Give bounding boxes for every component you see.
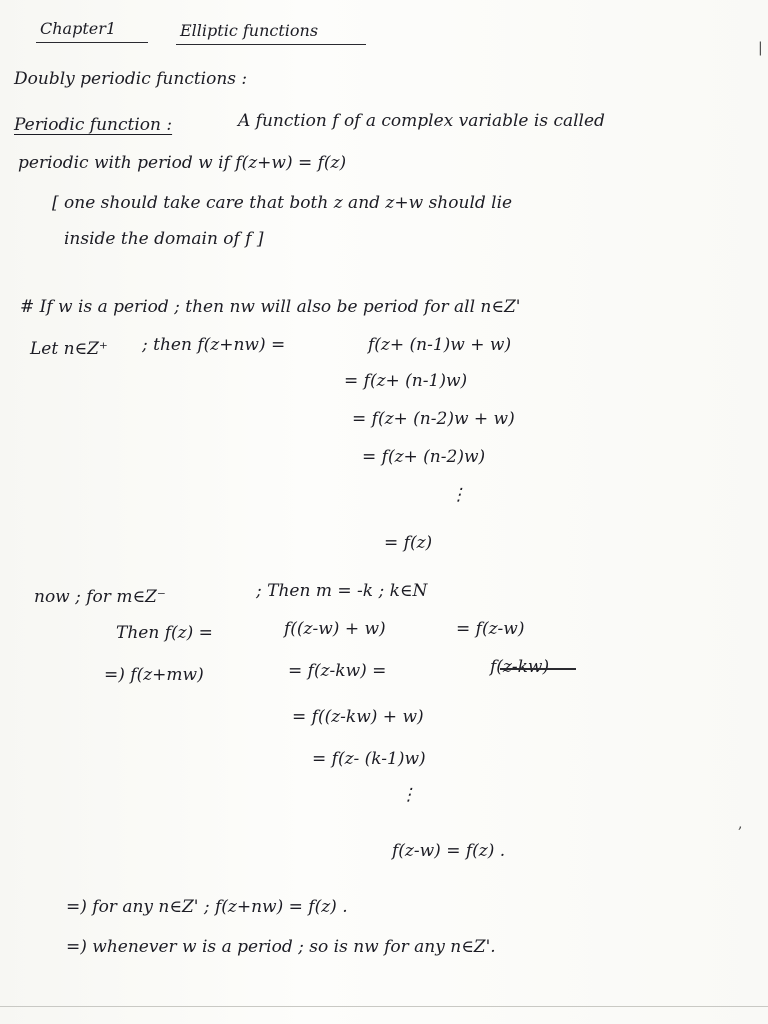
page-bottom-edge: [0, 1006, 768, 1007]
proof-negative-then-rhs: = f(z-w): [456, 619, 525, 639]
proof-negative-implies-lhs: =) f(z+mw): [104, 665, 204, 685]
proof-negative-intro: now ; for m∈Z⁻: [34, 587, 166, 607]
chapter-underline: [36, 42, 148, 43]
margin-tick: ,: [738, 816, 743, 832]
definition-note-1: [ one should take care that both z and z+w should lie: [52, 193, 513, 213]
definition-label: Periodic function :: [14, 115, 173, 135]
proof-negative-then-lhs: Then f(z) =: [116, 623, 213, 643]
definition-line-1: A function f of a complex variable is called: [238, 111, 605, 131]
proof-negative-vdots: ⋮: [400, 785, 417, 805]
conclusion-line-2: =) whenever w is a period ; so is nw for any n∈Z'.: [66, 937, 496, 957]
proof-positive-step-4: = f(z+ (n-2)w): [362, 447, 486, 467]
chapter-label: Chapter1: [40, 19, 117, 38]
proof-positive-result: = f(z): [384, 533, 433, 553]
definition-line-2: periodic with period w if f(z+w) = f(z): [18, 153, 347, 173]
proof-negative-implies-rhs: f(z-kw): [490, 657, 550, 677]
topic-underline: [176, 44, 366, 45]
proof-negative-implies-mid: = f(z-kw) =: [288, 661, 387, 681]
proof-positive-step-2: = f(z+ (n-1)w): [344, 371, 468, 391]
claim-statement: # If w is a period ; then nw will also be period for all n∈Z': [20, 297, 521, 317]
section-heading: Doubly periodic functions :: [14, 69, 248, 89]
topic-title: Elliptic functions: [180, 21, 319, 40]
proof-negative-step-2: = f(z- (k-1)w): [312, 749, 426, 769]
proof-positive-vdots: ⋮: [450, 485, 467, 505]
proof-positive-step-1: f(z+ (n-1)w + w): [368, 335, 512, 355]
definition-note-2: inside the domain of f ]: [64, 229, 264, 249]
proof-negative-then-mid: f((z-w) + w): [284, 619, 386, 639]
strikethrough-mark: [500, 668, 576, 670]
conclusion-line-1: =) for any n∈Z' ; f(z+nw) = f(z) .: [66, 897, 348, 917]
proof-positive-then: ; then f(z+nw) =: [142, 335, 286, 355]
proof-positive-intro: Let n∈Z⁺: [30, 339, 108, 359]
proof-negative-step-1: = f((z-kw) + w): [292, 707, 424, 727]
margin-mark: |: [758, 40, 763, 56]
proof-negative-result: f(z-w) = f(z) .: [392, 841, 506, 861]
proof-negative-relation: ; Then m = -k ; k∈N: [256, 581, 428, 601]
proof-positive-step-3: = f(z+ (n-2)w + w): [352, 409, 515, 429]
